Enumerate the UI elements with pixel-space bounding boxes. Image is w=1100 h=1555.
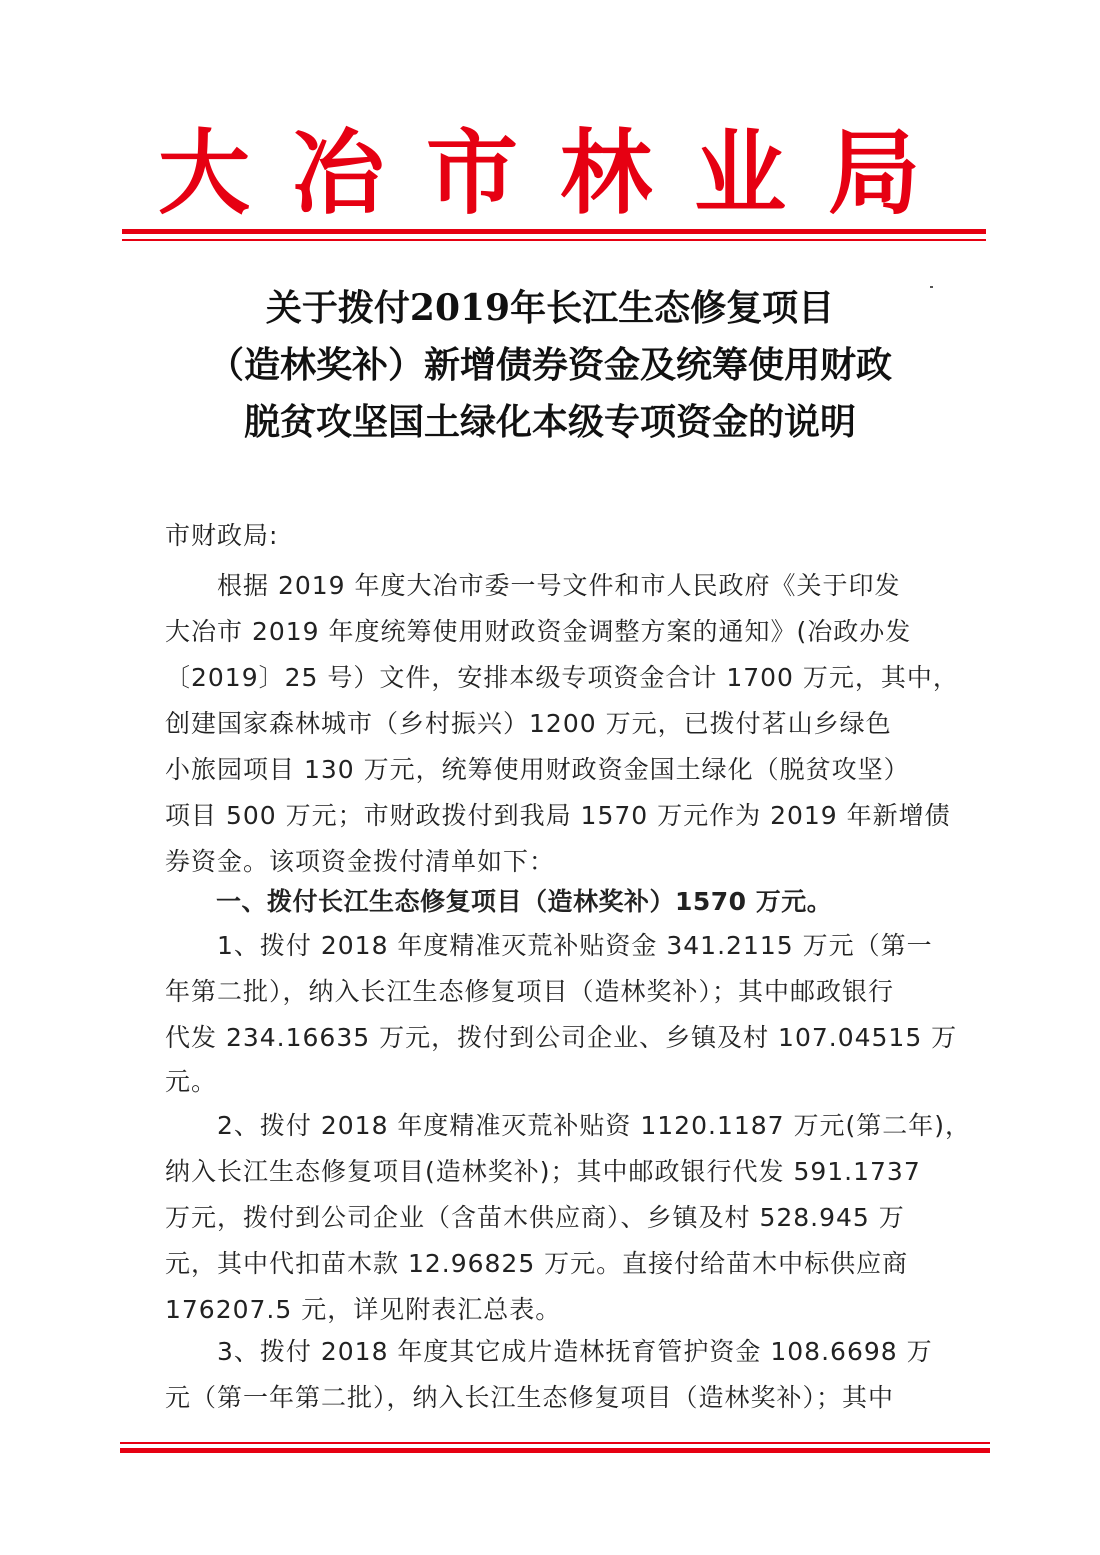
scan-speck [930,286,933,288]
item1-line: 代发 234.16635 万元，拨付到公司企业、乡镇及村 107.04515 万 [165,1023,958,1052]
item2-line: 176207.5 元，详见附表汇总表。 [165,1295,562,1324]
title-line: （造林奖补）新增债券资金及统筹使用财政 [207,344,892,386]
document-title [140,280,960,451]
body-line: 〔2019〕25 号）文件，安排本级专项资金合计 1700 万元，其中， [165,663,959,692]
letterhead-rule-thick [122,229,986,234]
footer-rule-thick [120,1448,990,1453]
item1-line: 年第二批），纳入长江生态修复项目（造林奖补）；其中邮政银行 [165,977,895,1006]
item1-line: 1、拨付 2018 年度精准灭荒补贴资金 341.2115 万元（第一 [165,931,933,960]
letterhead-org-name: 大冶市林业局 [157,119,962,227]
body-line: 项目 500 万元；市财政拨付到我局 1570 万元作为 2019 年新增债 [165,801,951,830]
item2-line: 纳入长江生态修复项目(造林奖补)；其中邮政银行代发 591.1737 [165,1157,921,1186]
body-line: 券资金。该项资金拨付清单如下： [165,847,556,876]
item1-line: 元。 [165,1067,218,1096]
title-line: 脱贫攻坚国土绿化本级专项资金的说明 [243,401,856,443]
title-line: 关于拨付2019年长江生态修复项目 [265,287,835,329]
item3-line: 元（第一年第二批），纳入长江生态修复项目（造林奖补）；其中 [165,1383,895,1412]
item2-line: 2、拨付 2018 年度精准灭荒补贴资 1120.1187 万元(第二年)， [165,1111,972,1140]
body-line: 根据 2019 年度大冶市委一号文件和市人民政府《关于印发 [165,571,901,600]
letterhead-rule-thin [122,239,986,241]
item3-line: 3、拨付 2018 年度其它成片造林抚育管护资金 108.6698 万 [165,1337,933,1366]
item2-line: 元，其中代扣苗木款 12.96825 万元。直接付给苗木中标供应商 [165,1249,909,1278]
salutation: 市财政局: [165,521,279,550]
body-line: 小旅园项目 130 万元，统筹使用财政资金国土绿化（脱贫攻坚） [165,755,910,784]
footer-rule-thin [120,1442,990,1444]
item2-line: 万元，拨付到公司企业（含苗木供应商）、乡镇及村 528.945 万 [165,1203,905,1232]
body-line: 创建国家森林城市（乡村振兴）1200 万元，已拨付茗山乡绿色 [165,709,892,738]
body-line: 大冶市 2019 年度统筹使用财政资金调整方案的通知》(冶政办发 [165,617,912,646]
section-heading: 一、拨付长江生态修复项目（造林奖补）1570 万元。 [165,887,833,916]
